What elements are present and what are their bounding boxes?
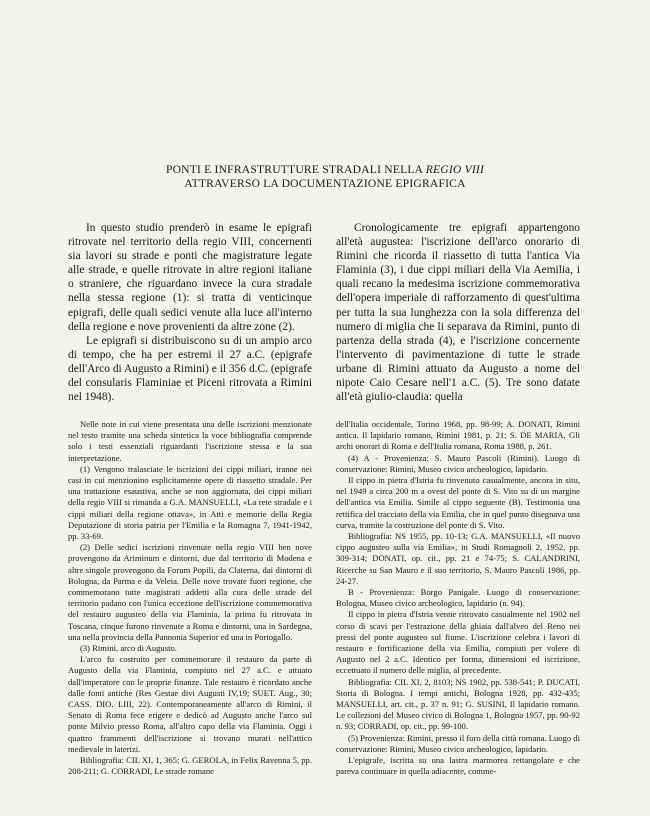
footnote: B - Provenienza: Borgo Panigale. Luogo di conservazione: Bologna, Museo civico archeologico, lapidario (n. 94).: [336, 587, 580, 609]
footnote: dell'Italia occidentale, Torino 1968, pp. 98-99; A. DONATI, Rimini antica. Il lapidario romano, Rimini 1981, p. 21; S. DE MARIA, Gli archi onorari di Roma e dell'Italia romana, Roma 1988, p. 261.: [336, 419, 580, 452]
footnote: (4) A - Provenienza: S. Mauro Pascoli (Rimini). Luogo di conservazione: Rimini, Museo civico archeologico, lapidario.: [336, 452, 580, 474]
footnote: Bibliografia: CIL XI, 2, 8103; NS 1902, pp. 538-541; P. DUCATI, Storia di Bologna. I tempi antichi, Bologna 1928, pp. 432-435; MANSUELLI, art. cit., p. 37 n. 91; G. SUSINI, Il lapidario romano. Le collezioni del Museo civico di Bologna 1, Bologna 1957, pp. 90-92 n. 93; CORRADI, op. cit., pp. 99-100.: [336, 676, 580, 732]
footnotes-right: [336, 419, 580, 778]
footnote: (5) Provenienza: Rimini, presso il foro della città romana. Luogo di conservazione: Rimini, Museo civico archeologico, lapidario.: [336, 732, 580, 754]
footnote: Nelle note in cui viene presentata una delle iscrizioni menzionate nel testo tramite una scheda sintetica la voce bibliografia comprende solo i testi essenziali riguardanti l'iscrizione stessa e la sua interpretazione.: [68, 419, 312, 463]
title-line-1: [60, 163, 590, 177]
footnote: Bibliografia: NS 1955, pp. 10-13; G.A. MANSUELLI, «Il nuovo cippo augusteo sulla via Emilia», in Studi Romagnoli 2, 1952, pp. 309-314; DONATI, op. cit., pp. 21 e 74-75; S. CALANDRINI, Ricerche su San Mauro e il suo territorio, S. Mauro Pascoli 1986, pp. 24-27.: [336, 531, 580, 586]
footnote: (3) Rimini, arco di Augusto.: [80, 643, 177, 654]
footnote: (1) Vengono tralasciate le iscrizioni dei cippi miliari, tranne nei casi in cui menzionino esplicitamente opere di riassetto stradale. Per una trattazione esaustiva, anche se non aggiornata, dei cippi miliari della regio VIII si rimanda a G.A. MANSUELLI, «La rete stradale e i cippi miliari della regione ottava», in Atti e memorie della Regia Deputazione di storia patria per l'Emilia e la Romagna 7, 1941-1942, pp. 33-69.: [68, 463, 312, 542]
footnotes-left: [68, 419, 312, 778]
body-column-left: [68, 221, 312, 404]
footnote: L'epigrafe, iscritta su una lastra marmorea rettangolare e che pareva continuare in quella adiacente, comme-: [336, 755, 580, 777]
title-line-1-text: PONTI E INFRASTRUTTURE STRADALI NELLA: [165, 163, 426, 176]
body-paragraph: Cronologicamente tre epigrafi appartengono all'età augustea: l'iscrizione dell'arco onorario di Rimini che ricorda il riassetto di tutta l'antica Via Flaminia (3), i due cippi miliari della Via Aemilia, i quali recano la medesima iscrizione commemorativa dell'opera imperiale di rafforzamento di quest'ultima per tutta la sua lunghezza con la sola differenza del numero di miglia che li separava da Rimini, punto di partenza della strada (4), e l'iscrizione concernente l'intervento di pavimentazione di tutte le strade urbane di Rimini attuato da Augusto a nome del nipote Caio Cesare nell'1 a.C. (5). Tre sono datate all'età giulio-claudia: quella: [336, 222, 580, 404]
title-line-1-emphasis: REGIO VIII: [425, 163, 485, 176]
body-column-right: [336, 221, 580, 404]
footnote: Il cippo in pietra d'Istria fu rinvenuto casualmente, ancora in situ, nel 1949 a circa 200 m a ovest del ponte di S. Vito su di un margine dell'antica via Emilia. Simile al cippo seguente (B). Testimonia una rettifica del tracciato della via Emilia, che in quel punto disegnava una curva, tramite la costruzione del ponte di S. Vito.: [336, 475, 580, 530]
footnote: Il cippo in pietra d'Istria venne ritrovato casualmente nel 1902 nel corso di scavi per l'estrazione della ghiaia dall'alveo del Reno nei pressi del ponte augusteo sul fiume. L'iscrizione celebra i lavori di restauro e fortificazione della via Emilia, compiuti per volere di Augusto nel 2 a.C. Identico per forma, dimensioni ed iscrizione, eccettuato il numero delle miglia, al precedente.: [336, 609, 580, 676]
footnote: Bibliografia: CIL XI, 1, 365; G. GEROLA, in Felix Ravenna 5, pp. 208-211; G. CORRADI, Le strade romane: [68, 755, 312, 777]
footnote: (2) Delle sedici iscrizioni rinvenute nella regio VIII ben nove provengono da Ariminum e dintorni, due dal territorio di Modena e altre singole provengono da Forum Popili, da Claterna, dai dintorni di Bologna, da Parma e da Veleia. Delle nove trovate fuori regione, che commemorano tutte magistrati addetti alla cura delle strade del territorio padano con l'unica eccezione dell'iscrizione commemorativa del restauro augusteo della via Flaminia, la prima fu ritrovata in Toscana, cinque furono rinvenute a Roma e dintorni, una in Sardegna, una nella provincia della Pannonia Superior ed una in Portogallo.: [68, 542, 312, 642]
title-line-2: ATTRAVERSO LA DOCUMENTAZIONE EPIGRAFICA: [184, 177, 466, 190]
footnote: L'arco fu costruito per commemorare il restauro da parte di Augusto della via Flaminia, compiuto nel 27 a.C. e attuato dall'imperatore con le proprie finanze. Tale restauro è ricordato anche dalle fonti antiche (Res Gestae divi Augusti IV,19; SUET. Aug., 30; CASS. DIO. LIII, 22). Contemporaneamente all'arco di Rimini, il Senato di Roma fece erigere e dedicò ad Augusto anche l'arco sul ponte Milvio presso Roma, all'altro capo della via Flaminia. Oggi i quattro frammenti dell'iscrizione si trovano murati nell'attico medievale in laterizi.: [68, 654, 312, 754]
body-paragraph: Le epigrafi si distribuiscono su di un ampio arco di tempo, che ha per estremi il 27 a.C. (epigrafe dell'Arco di Augusto a Rimini) e il 356 d.C. (epigrafe del consularis Flaminiae et Piceni ritrovata a Rimini nel 1948).: [68, 334, 312, 404]
body-paragraph: In questo studio prenderò in esame le epigrafi ritrovate nel territorio della regio VIII, concernenti sia lavori su strade e ponti che magistrature legate alle strade, e quelle ritrovate in altre regioni italiane o straniere, che riguardano invece la cura stradale nella stessa regione (1): si tratta di venticinque epigrafi, delle quali sedici venute alla luce all'interno della regione e nove provenienti da altre zone (2).: [68, 222, 312, 333]
page-title: [60, 163, 590, 191]
